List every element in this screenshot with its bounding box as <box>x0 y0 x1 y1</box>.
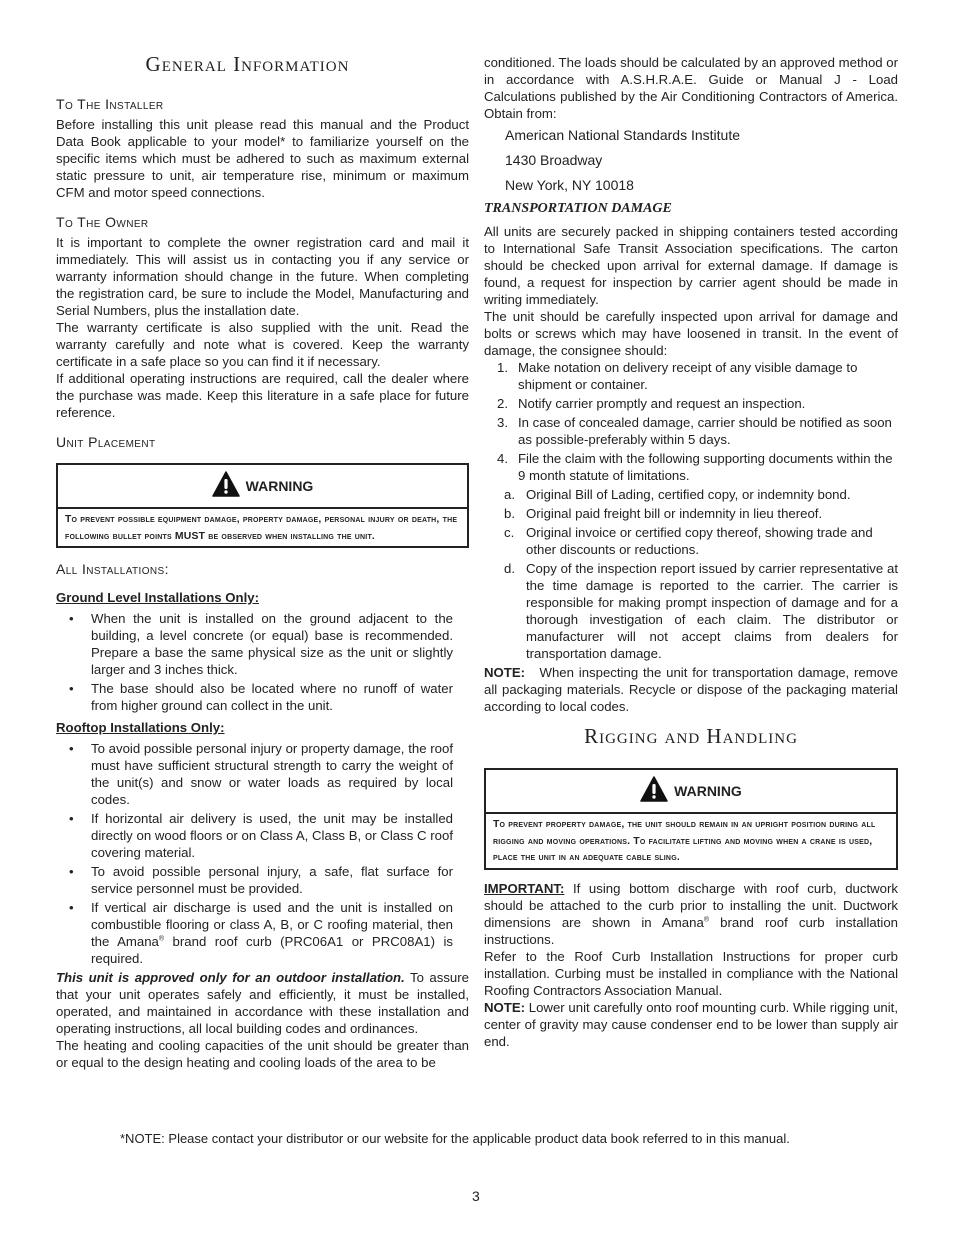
footnote: *NOTE: Please contact your distributor or our website for the applicable product data book referred to in this manual. <box>120 1131 790 1146</box>
section-heading-rigging-handling: Rigging and Handling <box>584 724 798 748</box>
warning-label: WARNING <box>245 477 314 494</box>
warning-header <box>486 770 896 814</box>
damage-steps-list <box>484 359 898 484</box>
list-item: 1. Make notation on delivery receipt of any visible damage to shipment or container. <box>497 360 858 392</box>
owner-paragraph-2: The warranty certificate is also supplied with the unit. Read the warranty carefully and note what is covered. Keep the warranty certificate in a safe place so you can find it if necessary. <box>56 320 469 369</box>
list-item: • When the unit is installed on the ground adjacent to the building, a level concrete (or equal) base is recommended. Prepare a base the same physical size as the unit or slightly larger and 3 inches thick. <box>69 611 453 677</box>
list-item: d. Copy of the inspection report issued by carrier representative at the time damage is reported to the carrier. The carrier is responsible for making prompt inspection of damage and for a thorough investigation of each claim. The distributor or manufacturer will not accept claims from dealers for transportation damage. <box>504 561 898 661</box>
right-column <box>484 54 898 1050</box>
capacity-paragraph: The heating and cooling capacities of the unit should be greater than or equal to the design heating and cooling loads of the area to be <box>56 1038 469 1070</box>
subheading-installer: To The Installer <box>56 96 164 112</box>
warning-header <box>58 465 467 509</box>
list-item: • To avoid possible personal injury or property damage, the roof must have sufficient structural strength to carry the weight of the unit(s) and snow or water loads as required by local codes. <box>69 741 453 807</box>
list-item: • If horizontal air delivery is used, the unit may be installed directly on wood floors or on Class A, Class B, or Class C roof covering material. <box>69 811 453 860</box>
rooftop-heading: Rooftop Installations Only: <box>56 720 225 735</box>
list-item: b. Original paid freight bill or indemnity in lieu thereof. <box>504 506 823 521</box>
list-item: a. Original Bill of Lading, certified copy, or indemnity bond. <box>504 487 851 502</box>
list-item: • If vertical air discharge is used and the unit is installed on combustible flooring or class A, B, or C roofing material, then the Amana® brand roof curb (PRC06A1 or PRC08A1) is required. <box>69 900 453 966</box>
important-paragraph: IMPORTANT: If using bottom discharge with roof curb, ductwork should be attached to the curb prior to installing the unit. Ductwork dimensions are shown in Amana® brand roof curb installation instructions. <box>484 880 898 947</box>
list-item: c. Original invoice or certified copy thereof, showing trade and other discounts or reductions. <box>504 525 873 557</box>
subheading-all-installations: All Installations: <box>56 561 169 577</box>
owner-paragraph-3: If additional operating instructions are required, call the dealer where the purchase was made. Keep this literature in a safe place for future reference. <box>56 371 469 420</box>
ground-level-list <box>56 610 469 714</box>
loads-paragraph: conditioned. The loads should be calculated by an approved method or in accordance with A.S.H.R.A.E. Guide or Manual J - Load Calculations published by the Air Conditioning Contractors of America. Obtain from: <box>484 55 898 121</box>
subheading-transportation-damage: TRANSPORTATION DAMAGE <box>484 201 672 216</box>
placement-warning-box <box>56 463 469 548</box>
left-column <box>56 52 469 1071</box>
warning-text: To prevent possible equipment damage, property damage, personal injury or death, the following bullet points MUST be observed when installing the unit. <box>65 514 458 542</box>
subheading-owner: To The Owner <box>56 214 149 230</box>
subheading-unit-placement: Unit Placement <box>56 434 156 450</box>
list-item: 2. Notify carrier promptly and request an inspection. <box>497 396 806 411</box>
roof-curb-paragraph: Refer to the Roof Curb Installation Instructions for proper curb installation. Curbing must be installed in compliance with the National Roofing Contractors Association Manual. <box>484 948 898 998</box>
address-line: American National Standards Institute <box>505 127 741 143</box>
transport-note: NOTE: When inspecting the unit for transportation damage, remove all packaging materials. Recycle or dispose of the packaging material according to local codes. <box>484 665 898 714</box>
page-number: 3 <box>472 1188 480 1204</box>
ground-level-heading: Ground Level Installations Only: <box>56 590 259 605</box>
warning-triangle-icon <box>640 776 668 806</box>
list-item: • To avoid possible personal injury, a safe, flat surface for service personnel must be provided. <box>69 864 453 896</box>
list-item: 3. In case of concealed damage, carrier should be notified as soon as possible-preferably within 5 days. <box>497 415 892 447</box>
warning-triangle-icon <box>212 471 240 501</box>
rigging-note: NOTE: Lower unit carefully onto roof mounting curb. While rigging unit, center of gravity may cause condenser end to be lower than supply air end. <box>484 999 898 1049</box>
transport-paragraph-1: All units are securely packed in shipping containers tested according to International Safe Transit Association specifications. The carton should be checked upon arrival for external damage. If damage is found, a request for inspection by carrier agent should be made in writing immediately. <box>484 224 898 307</box>
warning-text: To prevent property damage, the unit should remain in an upright position during all rigging and moving operations. To facilitate lifting and moving when a crane is used, place the unit in an adequate cable sling. <box>493 819 876 863</box>
list-item: 4. File the claim with the following supporting documents within the 9 month statute of limitations. <box>497 451 893 483</box>
address-line: 1430 Broadway <box>505 152 603 168</box>
installer-paragraph: Before installing this unit please read this manual and the Product Data Book applicable to your model* to familiarize yourself on the specific items which must be adhered to such as maximum external static pressure to unit, air temperature rise, minimum or maximum CFM and motor speed connections. <box>56 117 469 200</box>
transport-paragraph-2: The unit should be carefully inspected upon arrival for damage and bolts or screws which may have loosened in transit. In the event of damage, the consignee should: <box>484 309 898 358</box>
address-line: New York, NY 10018 <box>505 177 634 193</box>
supporting-documents-list <box>484 486 898 662</box>
outdoor-paragraph: This unit is approved only for an outdoor installation. To assure that your unit operates safely and efficiently, it must be installed, operated, and maintained in accordance with these installation and operating instructions, all local building codes and ordinances. <box>56 970 469 1036</box>
list-item: • The base should also be located where no runoff of water from higher ground can collect in the unit. <box>69 681 453 713</box>
owner-paragraph-1: It is important to complete the owner registration card and mail it immediately. This will assist us in contacting you if any service or warranty information should change in the future. When completing the registration card, be sure to include the Model, Manufacturing and Serial Numbers, plus the installation date. <box>56 235 469 318</box>
address-block <box>484 123 898 198</box>
rigging-warning-box <box>484 768 898 870</box>
warning-label: WARNING <box>674 782 742 799</box>
section-heading-general-information: General Information <box>145 52 350 76</box>
rooftop-list <box>56 740 469 967</box>
